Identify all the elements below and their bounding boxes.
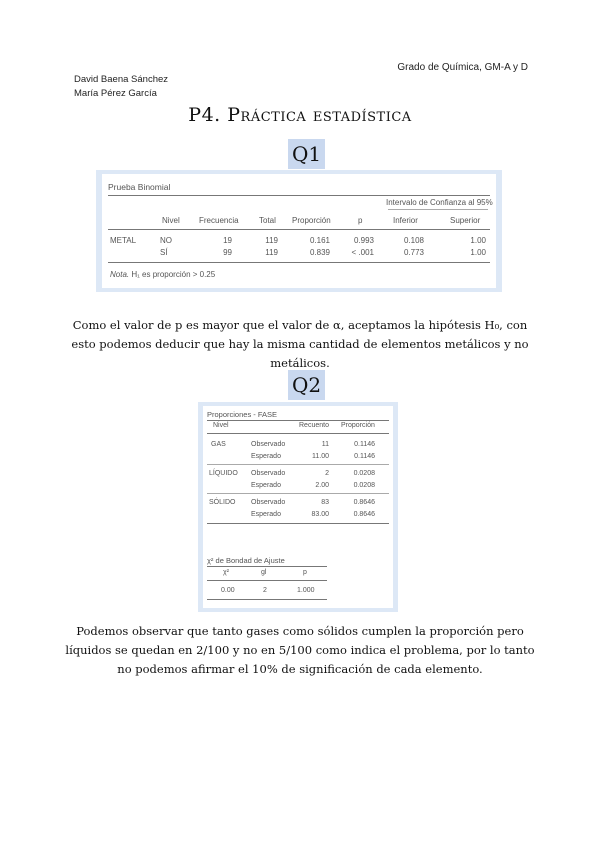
col-header: p (303, 569, 307, 576)
table-cell: 1.00 (470, 248, 486, 257)
table-cell: 2 (325, 470, 329, 477)
table-cell: Observado (251, 499, 286, 506)
col-header: Nivel (213, 422, 229, 429)
table-cell: 0.1146 (354, 441, 375, 448)
table-rule (207, 599, 327, 600)
table-title: Proporciones - FASE (207, 410, 278, 419)
note-text: H₁ es proporción > 0.25 (129, 270, 216, 279)
group-label: SÓLIDO (209, 499, 236, 506)
authors (74, 73, 168, 101)
table-cell: 0.161 (309, 236, 330, 245)
table-note (110, 270, 215, 279)
table-rule (108, 195, 490, 196)
group-label: LÍQUIDO (209, 470, 238, 477)
table-cell: SÍ (160, 248, 168, 257)
proportions-table (203, 406, 393, 608)
table-cell: 0.00 (221, 587, 235, 594)
q1-heading: Q1 (288, 139, 325, 169)
table-cell: 11.00 (312, 453, 329, 460)
table-cell: 119 (265, 236, 278, 245)
col-header: Nivel (162, 216, 180, 225)
col-header: Proporción (341, 422, 375, 429)
table-cell: 0.0208 (353, 470, 375, 477)
table-cell: 119 (265, 248, 278, 257)
table-cell: 1.00 (470, 236, 486, 245)
group-label: GAS (211, 441, 226, 448)
course-label: Grado de Química, GM-A y D (397, 62, 528, 73)
table-cell: Observado (251, 470, 286, 477)
q1-paragraph: Como el valor de p es mayor que el valor de α, aceptamos la hipótesis H₀, con esto podemos deducir que hay la misma cantidad de elementos metálicos y no metálicos. (71, 318, 529, 370)
table-cell: 0.839 (309, 248, 330, 257)
table-cell: 83 (321, 499, 329, 506)
author-name: María Pérez García (74, 88, 157, 99)
table-rule (207, 493, 389, 494)
table-rule (207, 420, 389, 421)
col-header: χ² (223, 569, 230, 576)
col-header: Inferior (393, 216, 418, 225)
col-header: Superior (450, 216, 481, 225)
col-header: Proporción (292, 216, 331, 225)
table-cell: 99 (223, 248, 232, 257)
table-rule (207, 433, 389, 434)
table-cell: 0.8646 (353, 511, 375, 518)
table-cell: 2.00 (315, 482, 329, 489)
table-cell: 11 (321, 441, 329, 448)
ci-rule (388, 209, 488, 210)
author-name: David Baena Sánchez (74, 74, 169, 85)
table-cell: 0.108 (403, 236, 424, 245)
table-cell: 83.00 (311, 511, 329, 518)
table-cell: 1.000 (297, 587, 315, 594)
col-header: gl (261, 569, 267, 576)
table-cell: 0.0208 (353, 482, 375, 489)
page-title: P4. Práctica estadística (188, 104, 412, 126)
table-cell: 2 (263, 587, 267, 594)
table-cell: Esperado (251, 482, 281, 489)
table-cell: 0.993 (353, 236, 374, 245)
table-cell: 0.1146 (354, 453, 375, 460)
table-rule (207, 523, 389, 524)
table-rule (108, 229, 490, 230)
q2-paragraph: Podemos observar que tanto gases como sólidos cumplen la proporción pero líquidos se quedan en 2/100 y no en 5/100 como indica el problema, por lo tanto no podemos afirmar el 10% de significación de cada elemento. (65, 624, 535, 676)
table-rule (207, 566, 327, 567)
table-cell: Observado (251, 441, 286, 448)
table-title: Prueba Binomial (108, 182, 171, 192)
table-rule (207, 580, 327, 581)
note-prefix: Nota. (110, 270, 130, 279)
table-cell: < .001 (351, 248, 374, 257)
binomial-table-panel (96, 170, 502, 292)
col-header: p (358, 216, 363, 225)
col-header: Frecuencia (199, 216, 239, 225)
q2-heading: Q2 (288, 370, 325, 400)
col-header: Recuento (299, 422, 329, 429)
table-title: χ² de Bondad de Ajuste (207, 556, 285, 565)
binomial-table (102, 174, 496, 288)
ci-header: Intervalo de Confianza al 95% (386, 198, 493, 207)
proportions-table-panel (198, 402, 398, 612)
col-header: Total (259, 216, 276, 225)
table-rule (207, 464, 389, 465)
table-cell: 0.8646 (353, 499, 375, 506)
table-rule (108, 262, 490, 263)
table-cell: 0.773 (403, 248, 424, 257)
table-cell: Esperado (251, 511, 281, 518)
table-cell: Esperado (251, 453, 281, 460)
group-label: METAL (110, 236, 137, 245)
table-cell: 19 (223, 236, 232, 245)
table-cell: NO (160, 236, 172, 245)
